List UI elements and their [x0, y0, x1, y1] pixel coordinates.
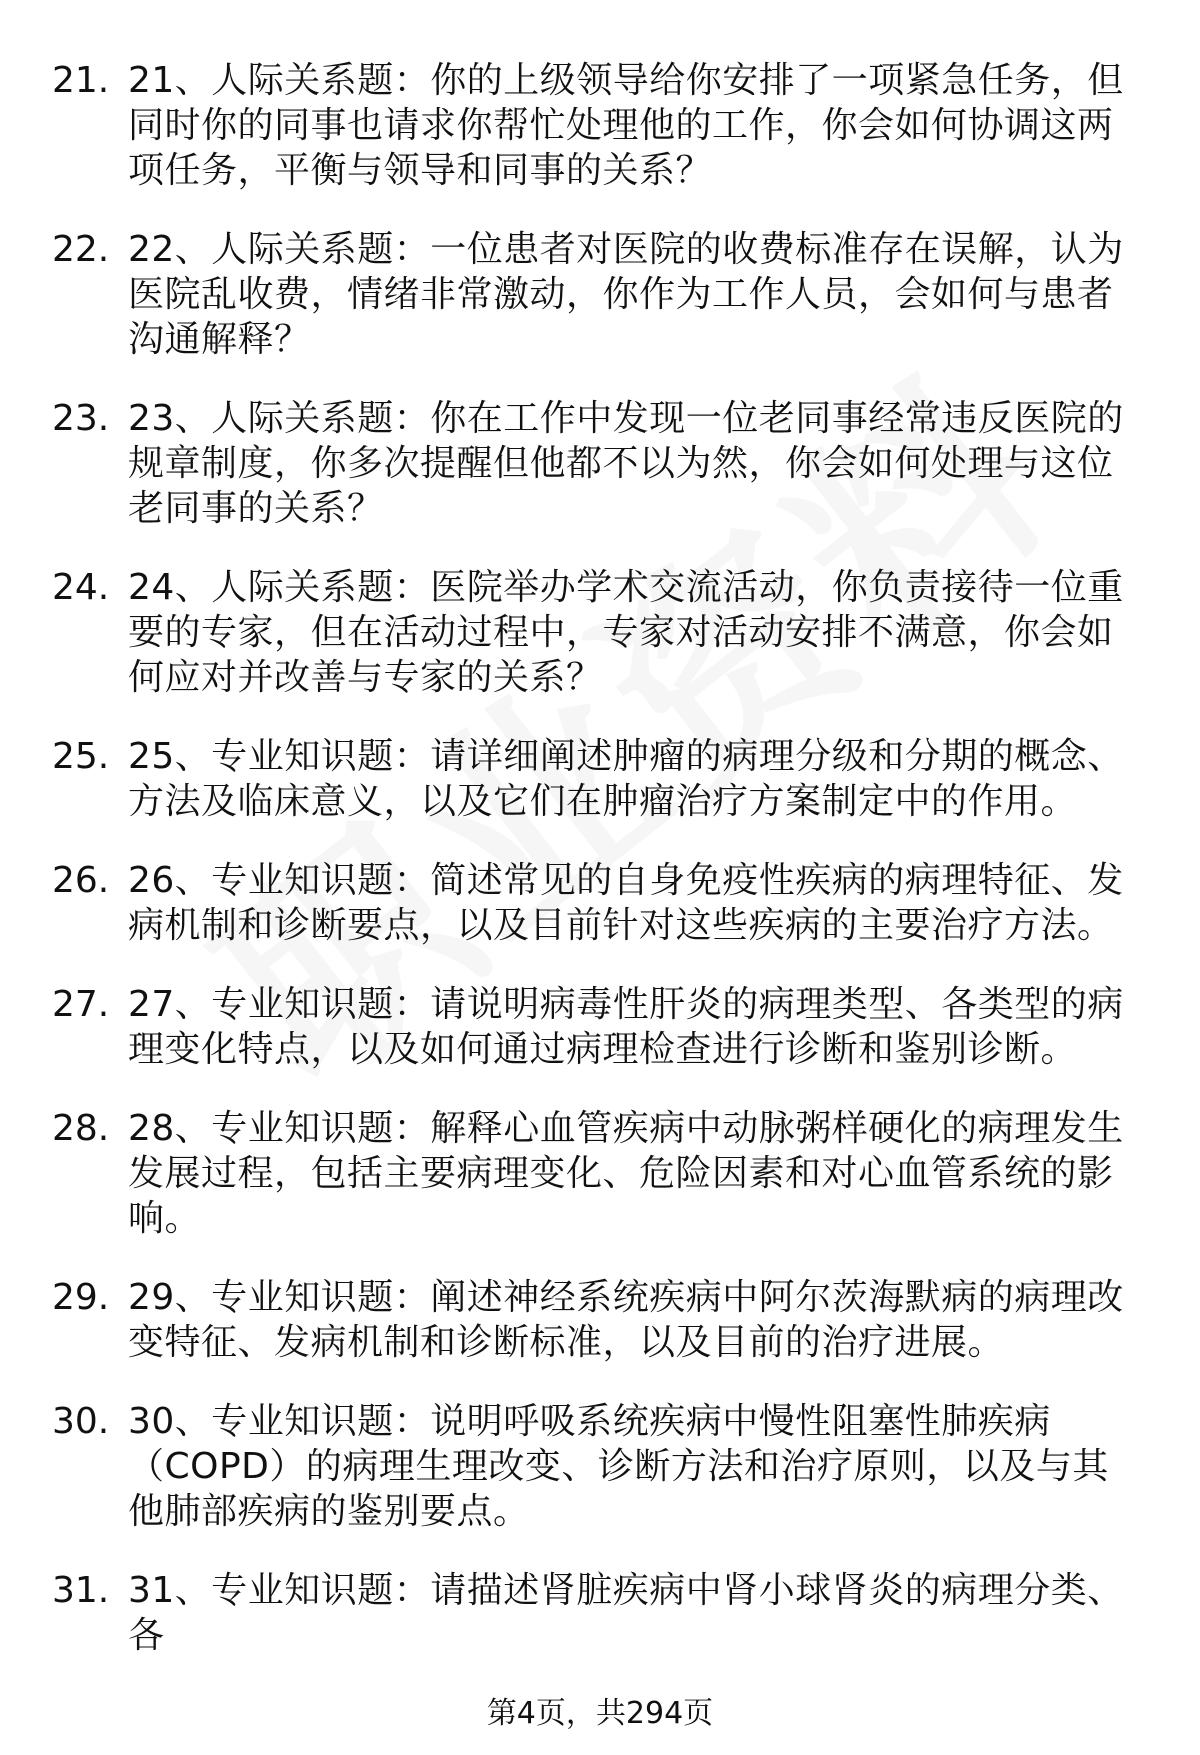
- page-footer: 第4页，共294页: [486, 1696, 714, 1731]
- list-item: [0, 565, 1200, 700]
- item-number: 27.: [52, 984, 110, 1025]
- item-text: 31、专业知识题：请描述肾脏疾病中肾小球肾炎的病理分类、各: [128, 1570, 1124, 1656]
- item-number: 22.: [52, 229, 110, 270]
- item-number: 28.: [52, 1108, 110, 1149]
- item-text: 27、专业知识题：请说明病毒性肝炎的病理类型、各类型的病理变化特点，以及如何通过病理检查进行诊断和鉴别诊断。: [128, 984, 1124, 1070]
- item-text: 23、人际关系题：你在工作中发现一位老同事经常违反医院的规章制度，你多次提醒但他都不以为然，你会如何处理与这位老同事的关系？: [128, 398, 1124, 529]
- item-text: 26、专业知识题：简述常见的自身免疫性疾病的病理特征、发病机制和诊断要点，以及目前针对这些疾病的主要治疗方法。: [128, 860, 1124, 946]
- item-number: 29.: [52, 1277, 110, 1318]
- list-item: [0, 734, 1200, 824]
- list-item: [0, 858, 1200, 948]
- item-number: 30.: [52, 1401, 110, 1442]
- list-item: [0, 58, 1200, 193]
- list-item: [0, 1275, 1200, 1365]
- item-number: 31.: [52, 1570, 110, 1611]
- item-text: 22、人际关系题：一位患者对医院的收费标准存在误解，认为医院乱收费，情绪非常激动，你作为工作人员，会如何与患者沟通解释？: [128, 229, 1124, 360]
- item-text: 28、专业知识题：解释心血管疾病中动脉粥样硬化的病理发生发展过程，包括主要病理变化、危险因素和对心血管系统的影响。: [128, 1108, 1124, 1239]
- question-list: [0, 58, 1200, 1692]
- list-item: [0, 1106, 1200, 1241]
- item-text: 30、专业知识题：说明呼吸系统疾病中慢性阻塞性肺疾病（COPD）的病理生理改变、诊断方法和治疗原则，以及与其他肺部疾病的鉴别要点。: [128, 1401, 1109, 1532]
- item-number: 23.: [52, 398, 110, 439]
- item-number: 24.: [52, 567, 110, 608]
- item-text: 29、专业知识题：阐述神经系统疾病中阿尔茨海默病的病理改变特征、发病机制和诊断标准，以及目前的治疗进展。: [128, 1277, 1124, 1363]
- item-number: 21.: [52, 60, 110, 101]
- item-number: 25.: [52, 736, 110, 777]
- item-text: 21、人际关系题：你的上级领导给你安排了一项紧急任务，但同时你的同事也请求你帮忙处理他的工作，你会如何协调这两项任务，平衡与领导和同事的关系？: [128, 60, 1124, 191]
- list-item: [0, 396, 1200, 531]
- item-text: 25、专业知识题：请详细阐述肿瘤的病理分级和分期的概念、方法及临床意义，以及它们在肿瘤治疗方案制定中的作用。: [128, 736, 1124, 822]
- item-number: 26.: [52, 860, 110, 901]
- list-item: [0, 227, 1200, 362]
- list-item: [0, 1568, 1200, 1658]
- item-text: 24、人际关系题：医院举办学术交流活动，你负责接待一位重要的专家，但在活动过程中，专家对活动安排不满意，你会如何应对并改善与专家的关系？: [128, 567, 1124, 698]
- list-item: [0, 1399, 1200, 1534]
- list-item: [0, 982, 1200, 1072]
